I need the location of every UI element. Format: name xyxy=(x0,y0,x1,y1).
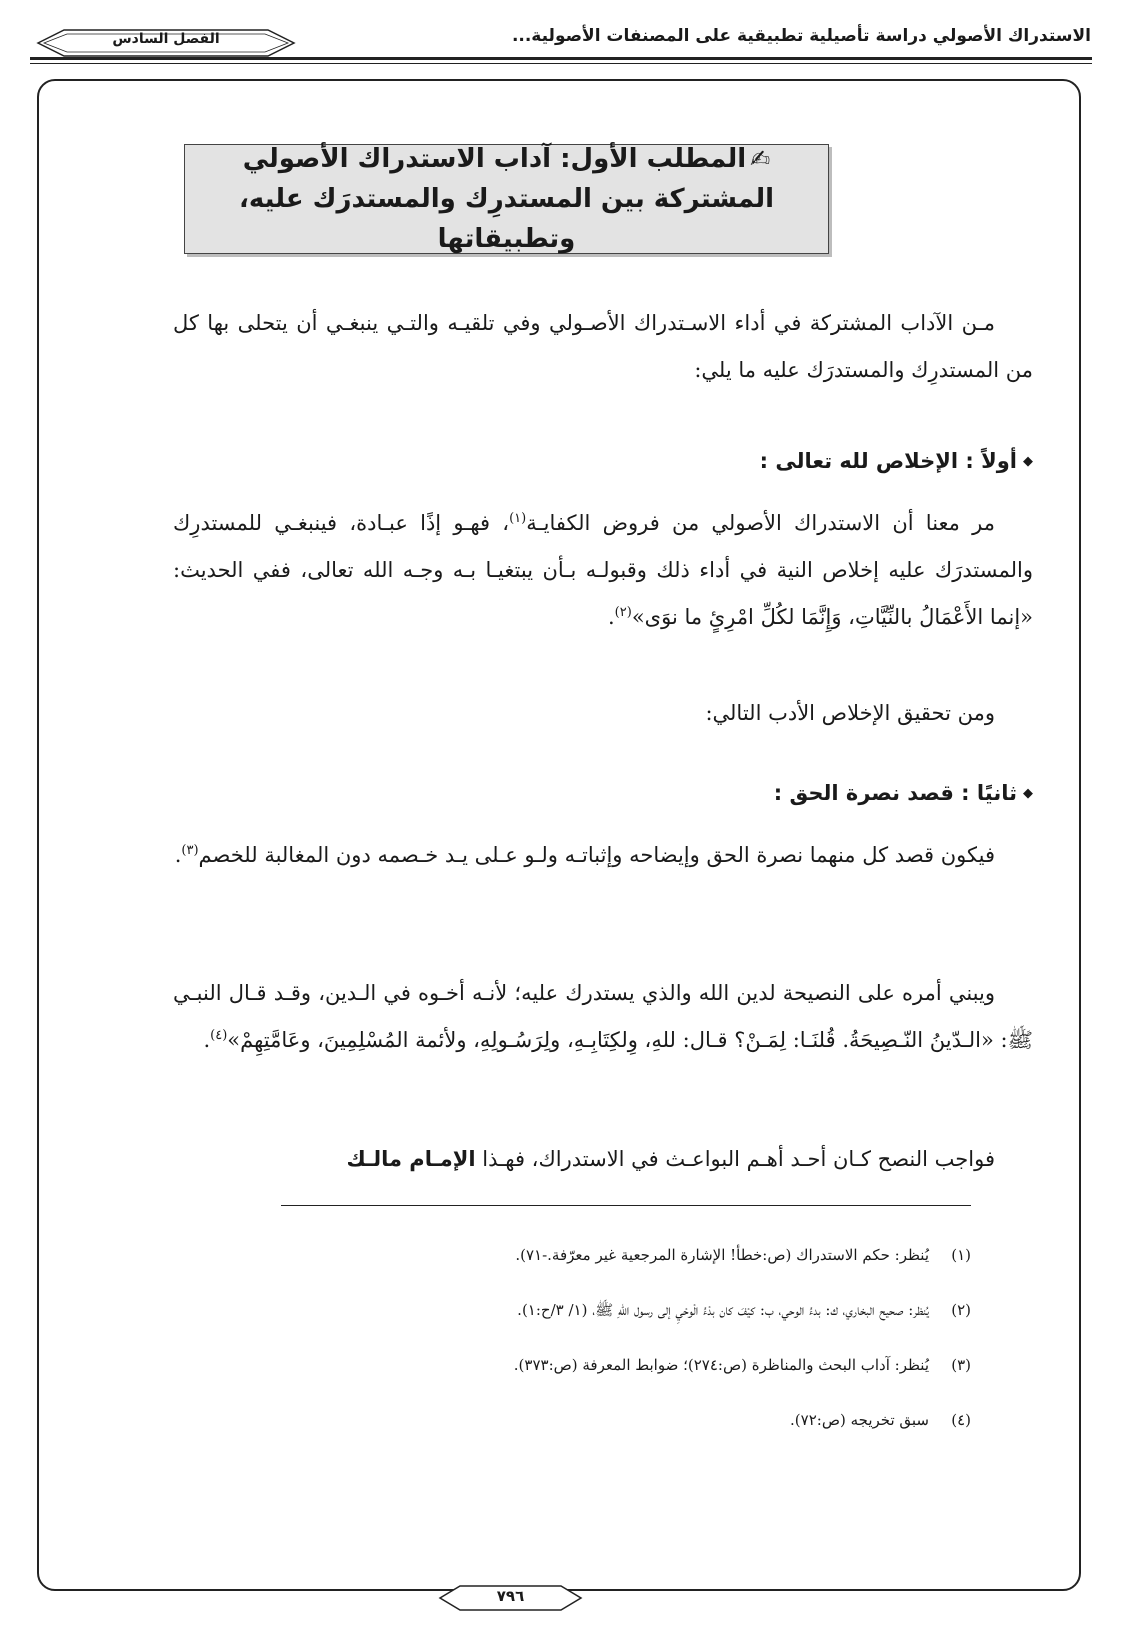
footnote-ref-3: (٣) xyxy=(181,843,199,858)
paragraph-sincerity xyxy=(173,500,1033,641)
footnote-text: يُنظر: حكم الاستدراك (ص:خطأ! الإشارة المرجعية غير معرّفة.-٧١). xyxy=(515,1246,929,1264)
footnote-item xyxy=(71,1283,971,1338)
subheading-sincerity-text: أولاً : الإخلاص لله تعالى : xyxy=(759,449,1017,473)
book-title: الاستدراك الأصولي دراسة تأصيلية تطبيقية على المصنفات الأصولية... xyxy=(511,26,1091,46)
paragraph-truth-text: فيكون قصد كل منهما نصرة الحق وإيضاحه وإثباتـه ولـو عـلى يـد خـصمه دون المغالبة للخصم xyxy=(198,843,995,867)
header-rule-thin xyxy=(30,63,1092,64)
footnote-text: سبق تخريجه (ص:٧٢). xyxy=(790,1411,929,1429)
running-header xyxy=(36,18,1091,58)
pen-icon: ✍ xyxy=(750,144,771,173)
footnote-text: يُنظر: صحيح البخاري، ك: بدءُ الوحي، ب: كيْفَ كان بدْءُ الْوحْيِ إلى رسول اللهِ ﷺ، (١/ ٣/ح:١). xyxy=(517,1301,929,1319)
subheading-truth-text: ثانيًا : قصد نصرة الحق : xyxy=(773,781,1017,805)
paragraph-advice-text: ويبني أمره على النصيحة لدين الله والذي يستدرك عليه؛ لأنـه أخـوه في الـدين، وقـد قـال النبـي ﷺ: «الـدّينُ النّـصِيحَةُ. قُلنَـا: لِمَـنْ؟ قـال: للهِ، وِلكِتَابِـهِ، ولِرَسُـولِهِ، ولأئمة المُسْلِمِينَ، وعَامَّتِهِمْ» xyxy=(173,981,1033,1052)
page-number-badge xyxy=(438,1583,583,1613)
footnote-item xyxy=(71,1338,971,1393)
diamond-bullet-icon: ◆ xyxy=(1023,786,1033,801)
footnote-text: يُنظر: آداب البحث والمناظرة (ص:٢٧٤)؛ ضوابط المعرفة (ص:٣٧٣). xyxy=(513,1356,929,1374)
chapter-label: الفصل السادس xyxy=(112,31,220,47)
footnote-number: (٣) xyxy=(951,1356,971,1374)
intro-paragraph: مـن الآداب المشتركة في أداء الاسـتدراك الأصـولي وفي تلقيـه والتـي ينبغـي أن يتحلى بها كل من المستدرِك والمستدرَك عليه ما يلي: xyxy=(173,311,1033,382)
paragraph-transition: ومن تحقيق الإخلاص الأدب التالي: xyxy=(705,701,995,725)
heading-line-1-text: المطلب الأول: آداب الاستدراك الأصولي xyxy=(242,143,747,174)
paragraph-imam-malik-text: فواجب النصح كـان أحـد أهـم البواعـث في الاستدراك، فهـذا xyxy=(475,1147,995,1171)
heading-line-1 xyxy=(243,139,771,179)
section-heading xyxy=(184,144,829,254)
paragraph-sincerity-end: . xyxy=(607,605,615,629)
paragraph-truth-end: . xyxy=(174,843,182,867)
subheading-sincerity xyxy=(173,438,1033,485)
paragraph-sincerity-part-a: مر معنا أن الاستدراك الأصولي من فروض الكفايـة xyxy=(526,511,995,535)
diamond-bullet-icon: ◆ xyxy=(1023,454,1033,469)
paragraph-imam-malik xyxy=(173,1136,1033,1183)
imam-malik-bold: الإمـام مالـك xyxy=(346,1147,476,1171)
footnote-number: (٤) xyxy=(951,1411,971,1429)
footnotes xyxy=(71,1228,971,1448)
footnote-item xyxy=(71,1393,971,1448)
footnote-item xyxy=(71,1228,971,1283)
footnote-ref-1: (١) xyxy=(509,511,527,526)
heading-line-2: المشتركة بين المستدرِك والمستدرَك عليه، وتطبيقاتها xyxy=(239,183,774,255)
paragraph-advice-end: . xyxy=(203,1028,211,1052)
footnote-ref-4: (٤) xyxy=(210,1028,228,1043)
subheading-truth xyxy=(173,770,1033,817)
header-rule-thick xyxy=(30,57,1092,60)
chapter-tab xyxy=(36,28,296,58)
footnote-separator xyxy=(281,1205,971,1206)
footnote-ref-2: (٢) xyxy=(614,605,632,620)
footnote-number: (٢) xyxy=(951,1301,971,1319)
footnote-number: (١) xyxy=(951,1246,971,1264)
paragraph-truth xyxy=(173,832,1033,879)
paragraph-advice xyxy=(173,970,1033,1064)
page-number: ٧٩٦ xyxy=(496,1587,525,1605)
paragraph-sincerity-part-b: ، فهـو إذًا عبـادة، فينبغـي للمستدرِك والمستدرَك عليه إخلاص النية في أداء ذلك وقبولـه بـأن يبتغيـا بـه وجـه الله تعالى، ففي الحديث: «إنما الأَعْمَالُ بالنِّيَّاتِ، وَإِنَّمَا لكُلِّ امْرِئٍ ما نوَى» xyxy=(173,511,1033,629)
